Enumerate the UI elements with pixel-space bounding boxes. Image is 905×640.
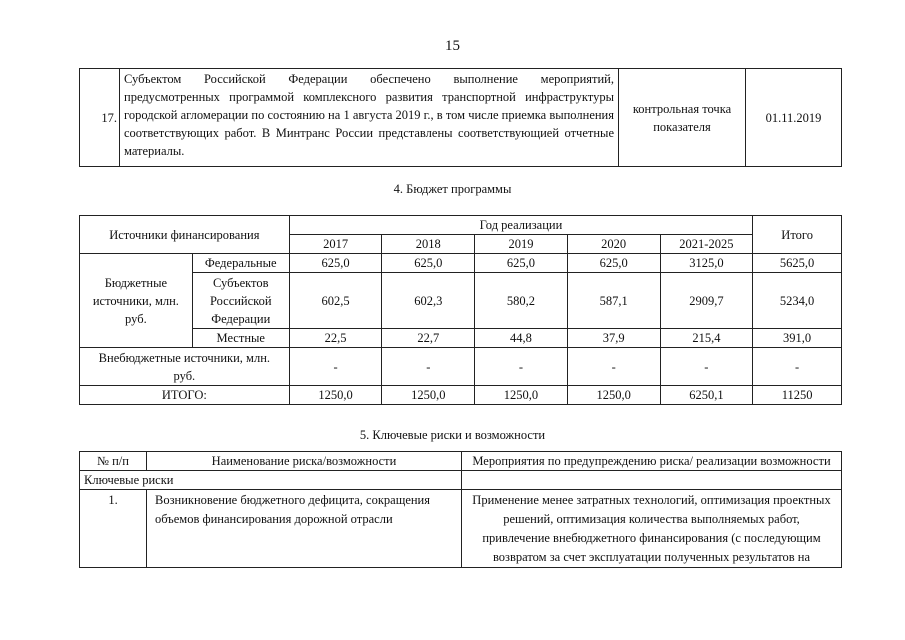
budget-cell: 6250,1 [660,386,753,405]
risks-table [79,451,842,568]
task-text: Субъектом Российской Федерации обеспечено выполнение мероприятий, предусмотренных программой комплексного развития транспортной инфраструктуры городской агломерации по состоянию на 1 августа 2019 г., в том числе приемка выполнения соответствующих работ. В Минтранс России представлены соответствующией отчетные материалы. [120,69,619,167]
year-cell: 2020 [567,235,660,254]
budget-cell: - [382,348,475,386]
risk-row-1 [80,490,842,568]
budget-cell: 602,5 [289,273,382,329]
task-table [79,68,842,167]
budget-row-label: Местные [192,329,289,348]
budget-cell: 22,5 [289,329,382,348]
budget-row-label: Субъектов Российской Федерации [192,273,289,329]
budget-row-federal [80,254,842,273]
budget-group-label: Бюджетные источники, млн. руб. [80,254,193,348]
risks-section-row [80,471,842,490]
budget-row-label: Федеральные [192,254,289,273]
task-number: 17. [80,69,120,167]
budget-cell: 22,7 [382,329,475,348]
budget-cell: 1250,0 [289,386,382,405]
budget-cell: - [753,348,842,386]
year-cell: 2018 [382,235,475,254]
budget-cell: 3125,0 [660,254,753,273]
budget-cell: 1250,0 [567,386,660,405]
budget-row-extrabudget [80,348,842,386]
budget-cell: 37,9 [567,329,660,348]
budget-cell: - [660,348,753,386]
budget-cell: 1250,0 [382,386,475,405]
budget-table [79,215,842,405]
risks-section-label: Ключевые риски [80,471,462,490]
budget-col-sources: Источники финансирования [80,216,290,254]
page-number: 15 [445,38,460,54]
risks-section-empty [462,471,842,490]
budget-cell: 2909,7 [660,273,753,329]
risks-header-row [80,452,842,471]
year-cell: 2019 [475,235,568,254]
risk-name: Возникновение бюджетного дефицита, сокращения объемов финансирования дорожной отрасли [147,490,462,568]
risk-measures: Применение менее затратных технологий, оптимизация проектных решений, оптимизация количества выполняемых работ, привлечение внебюджетного финансирования (с последующим возвратом за счет эксплуатации полученных результатов на [462,490,842,568]
budget-cell: - [567,348,660,386]
total-label: ИТОГО: [80,386,290,405]
task-type: контрольная точка показателя [619,69,746,167]
budget-heading: 4. Бюджет программы [393,182,512,196]
year-cell: 2021-2025 [660,235,753,254]
budget-row-total [80,386,842,405]
budget-cell: 1250,0 [475,386,568,405]
budget-cell: 625,0 [475,254,568,273]
budget-cell: 602,3 [382,273,475,329]
budget-cell: 215,4 [660,329,753,348]
task-date: 01.11.2019 [746,69,842,167]
budget-cell: 44,8 [475,329,568,348]
risks-col-name: Наименование риска/возможности [147,452,462,471]
extrabudget-label: Внебюджетные источники, млн. руб. [80,348,290,386]
budget-col-total: Итого [753,216,842,254]
budget-cell: 625,0 [289,254,382,273]
budget-row-local [80,329,842,348]
budget-header-row [80,216,842,235]
year-cell: 2017 [289,235,382,254]
budget-cell: 11250 [753,386,842,405]
task-row-17 [80,69,842,167]
budget-row-subjects [80,273,842,329]
risks-col-num: № п/п [80,452,147,471]
risk-number: 1. [80,490,147,568]
budget-cell: 625,0 [382,254,475,273]
budget-col-year: Год реализации [289,216,753,235]
budget-cell: 587,1 [567,273,660,329]
budget-cell: 580,2 [475,273,568,329]
budget-cell: - [475,348,568,386]
budget-cell: 5234,0 [753,273,842,329]
budget-cell: - [289,348,382,386]
budget-cell: 391,0 [753,329,842,348]
budget-cell: 625,0 [567,254,660,273]
budget-cell: 5625,0 [753,254,842,273]
risks-heading: 5. Ключевые риски и возможности [359,428,546,442]
risks-col-measures: Мероприятия по предупреждению риска/ реализации возможности [462,452,842,471]
